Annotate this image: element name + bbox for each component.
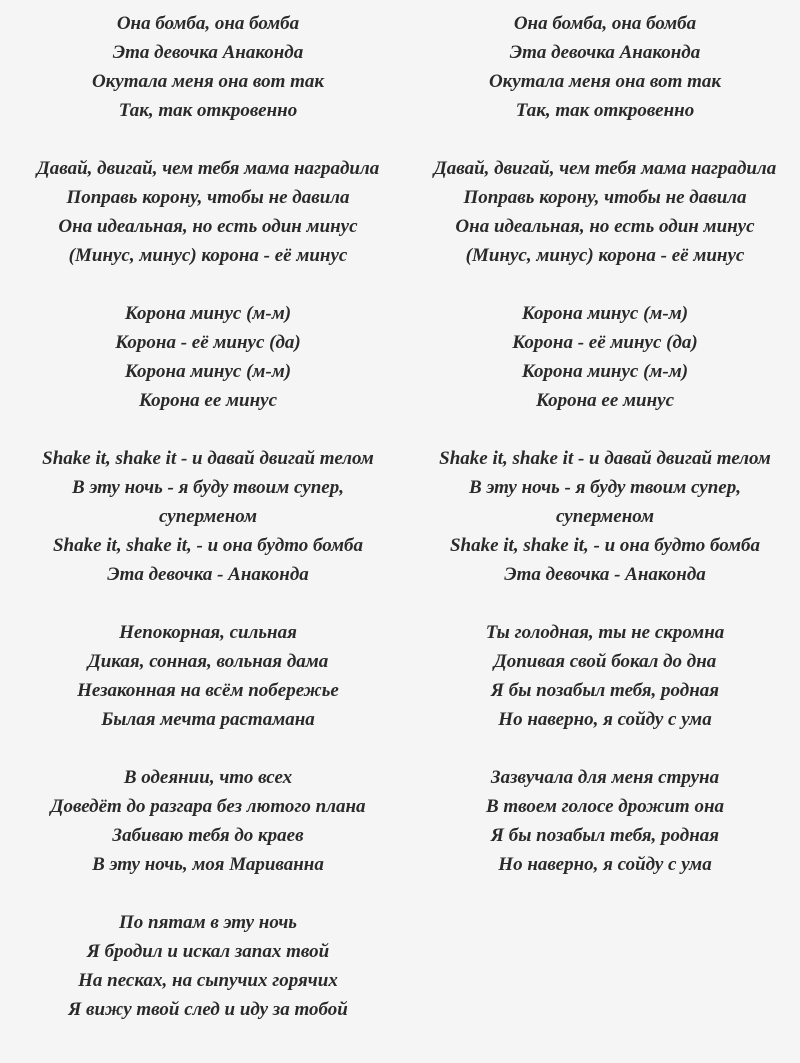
lyric-line: Эта девочка - Анаконда <box>504 564 706 585</box>
lyrics-stanza <box>8 154 408 270</box>
lyric-line: Эта девочка - Анаконда <box>107 564 309 585</box>
lyric-line: Она бомба, она бомба <box>513 13 697 34</box>
lyric-line: Shake it, shake it, - и она будто бомба <box>52 535 364 556</box>
lyrics-stanza <box>8 618 408 734</box>
lyric-line: Но наверно, я сойду с ума <box>498 854 712 875</box>
lyric-line: Давай, двигай, чем тебя мама наградила <box>36 158 380 179</box>
lyrics-stanza <box>8 9 408 125</box>
lyric-line: Поправь корону, чтобы не давила <box>463 187 747 208</box>
lyric-line: Эта девочка Анаконда <box>112 42 304 63</box>
lyric-line: Так, так откровенно <box>515 100 695 121</box>
lyric-line: Непокорная, сильная <box>119 622 297 643</box>
lyric-line: Корона минус (м-м) <box>124 303 292 324</box>
lyric-line: Корона ее минус <box>535 390 675 411</box>
lyric-line: Shake it, shake it - и давай двигай телом <box>439 448 771 469</box>
lyric-line: Поправь корону, чтобы не давила <box>66 187 350 208</box>
lyric-line: Допивая свой бокал до дна <box>493 651 717 672</box>
lyric-line: Корона минус (м-м) <box>124 361 292 382</box>
lyric-line: Корона ее минус <box>138 390 278 411</box>
lyrics-stanza <box>8 444 408 589</box>
lyric-line: (Минус, минус) корона - её минус <box>465 245 745 266</box>
lyric-line: Незаконная на всём побережье <box>77 680 339 701</box>
lyric-line: Эта девочка Анаконда <box>509 42 701 63</box>
lyric-line: суперменом <box>555 506 655 527</box>
lyric-line: Ты голодная, ты не скромна <box>485 622 725 643</box>
lyric-line: Но наверно, я сойду с ума <box>498 709 712 730</box>
lyric-line: В эту ночь - я буду твоим супер, <box>469 477 741 498</box>
lyric-line: В твоем голосе дрожит она <box>485 796 724 817</box>
lyric-line: Я вижу твой след и иду за тобой <box>68 999 348 1020</box>
lyric-line: Shake it, shake it - и давай двигай телом <box>42 448 374 469</box>
lyric-line: Я бродил и искал запах твой <box>86 941 330 962</box>
lyric-line: Доведёт до разгара без лютого плана <box>50 796 366 817</box>
lyric-line: Корона - её минус (да) <box>115 332 301 353</box>
lyric-line: Она идеальная, но есть один минус <box>58 216 358 237</box>
lyric-line: В одеянии, что всех <box>123 767 293 788</box>
lyrics-stanza <box>8 763 408 879</box>
lyric-line: Окутала меня она вот так <box>91 71 325 92</box>
lyric-line: Она идеальная, но есть один минус <box>455 216 755 237</box>
lyrics-stanza <box>405 9 800 125</box>
lyrics-stanza <box>405 299 800 415</box>
lyric-line: Я бы позабыл тебя, родная <box>490 680 720 701</box>
lyric-line: Корона минус (м-м) <box>521 303 689 324</box>
lyrics-stanza <box>405 154 800 270</box>
lyrics-stanza <box>8 299 408 415</box>
lyric-line: Зазвучала для меня струна <box>490 767 720 788</box>
lyric-line: Корона минус (м-м) <box>521 361 689 382</box>
lyric-line: Она бомба, она бомба <box>116 13 300 34</box>
lyrics-stanza <box>405 618 800 734</box>
left-lyrics-column <box>8 9 408 1053</box>
lyric-line: Я бы позабыл тебя, родная <box>490 825 720 846</box>
lyric-line: На песках, на сыпучих горячих <box>78 970 338 991</box>
lyric-line: Корона - её минус (да) <box>512 332 698 353</box>
lyrics-stanza <box>405 763 800 879</box>
lyric-line: (Минус, минус) корона - её минус <box>68 245 348 266</box>
lyric-line: Окутала меня она вот так <box>488 71 722 92</box>
lyric-line: Забиваю тебя до краев <box>112 825 304 846</box>
right-lyrics-column <box>405 9 800 908</box>
lyric-line: Так, так откровенно <box>118 100 298 121</box>
lyric-line: Shake it, shake it, - и она будто бомба <box>449 535 761 556</box>
lyrics-stanza <box>405 444 800 589</box>
lyric-line: Давай, двигай, чем тебя мама наградила <box>433 158 777 179</box>
lyric-line: В эту ночь - я буду твоим супер, <box>72 477 344 498</box>
lyric-line: Былая мечта растамана <box>101 709 315 730</box>
lyric-line: Дикая, сонная, вольная дама <box>87 651 329 672</box>
lyric-line: По пятам в эту ночь <box>118 912 297 933</box>
lyric-line: суперменом <box>158 506 258 527</box>
lyrics-stanza <box>8 908 408 1024</box>
lyric-line: В эту ночь, моя Мариванна <box>92 854 324 875</box>
